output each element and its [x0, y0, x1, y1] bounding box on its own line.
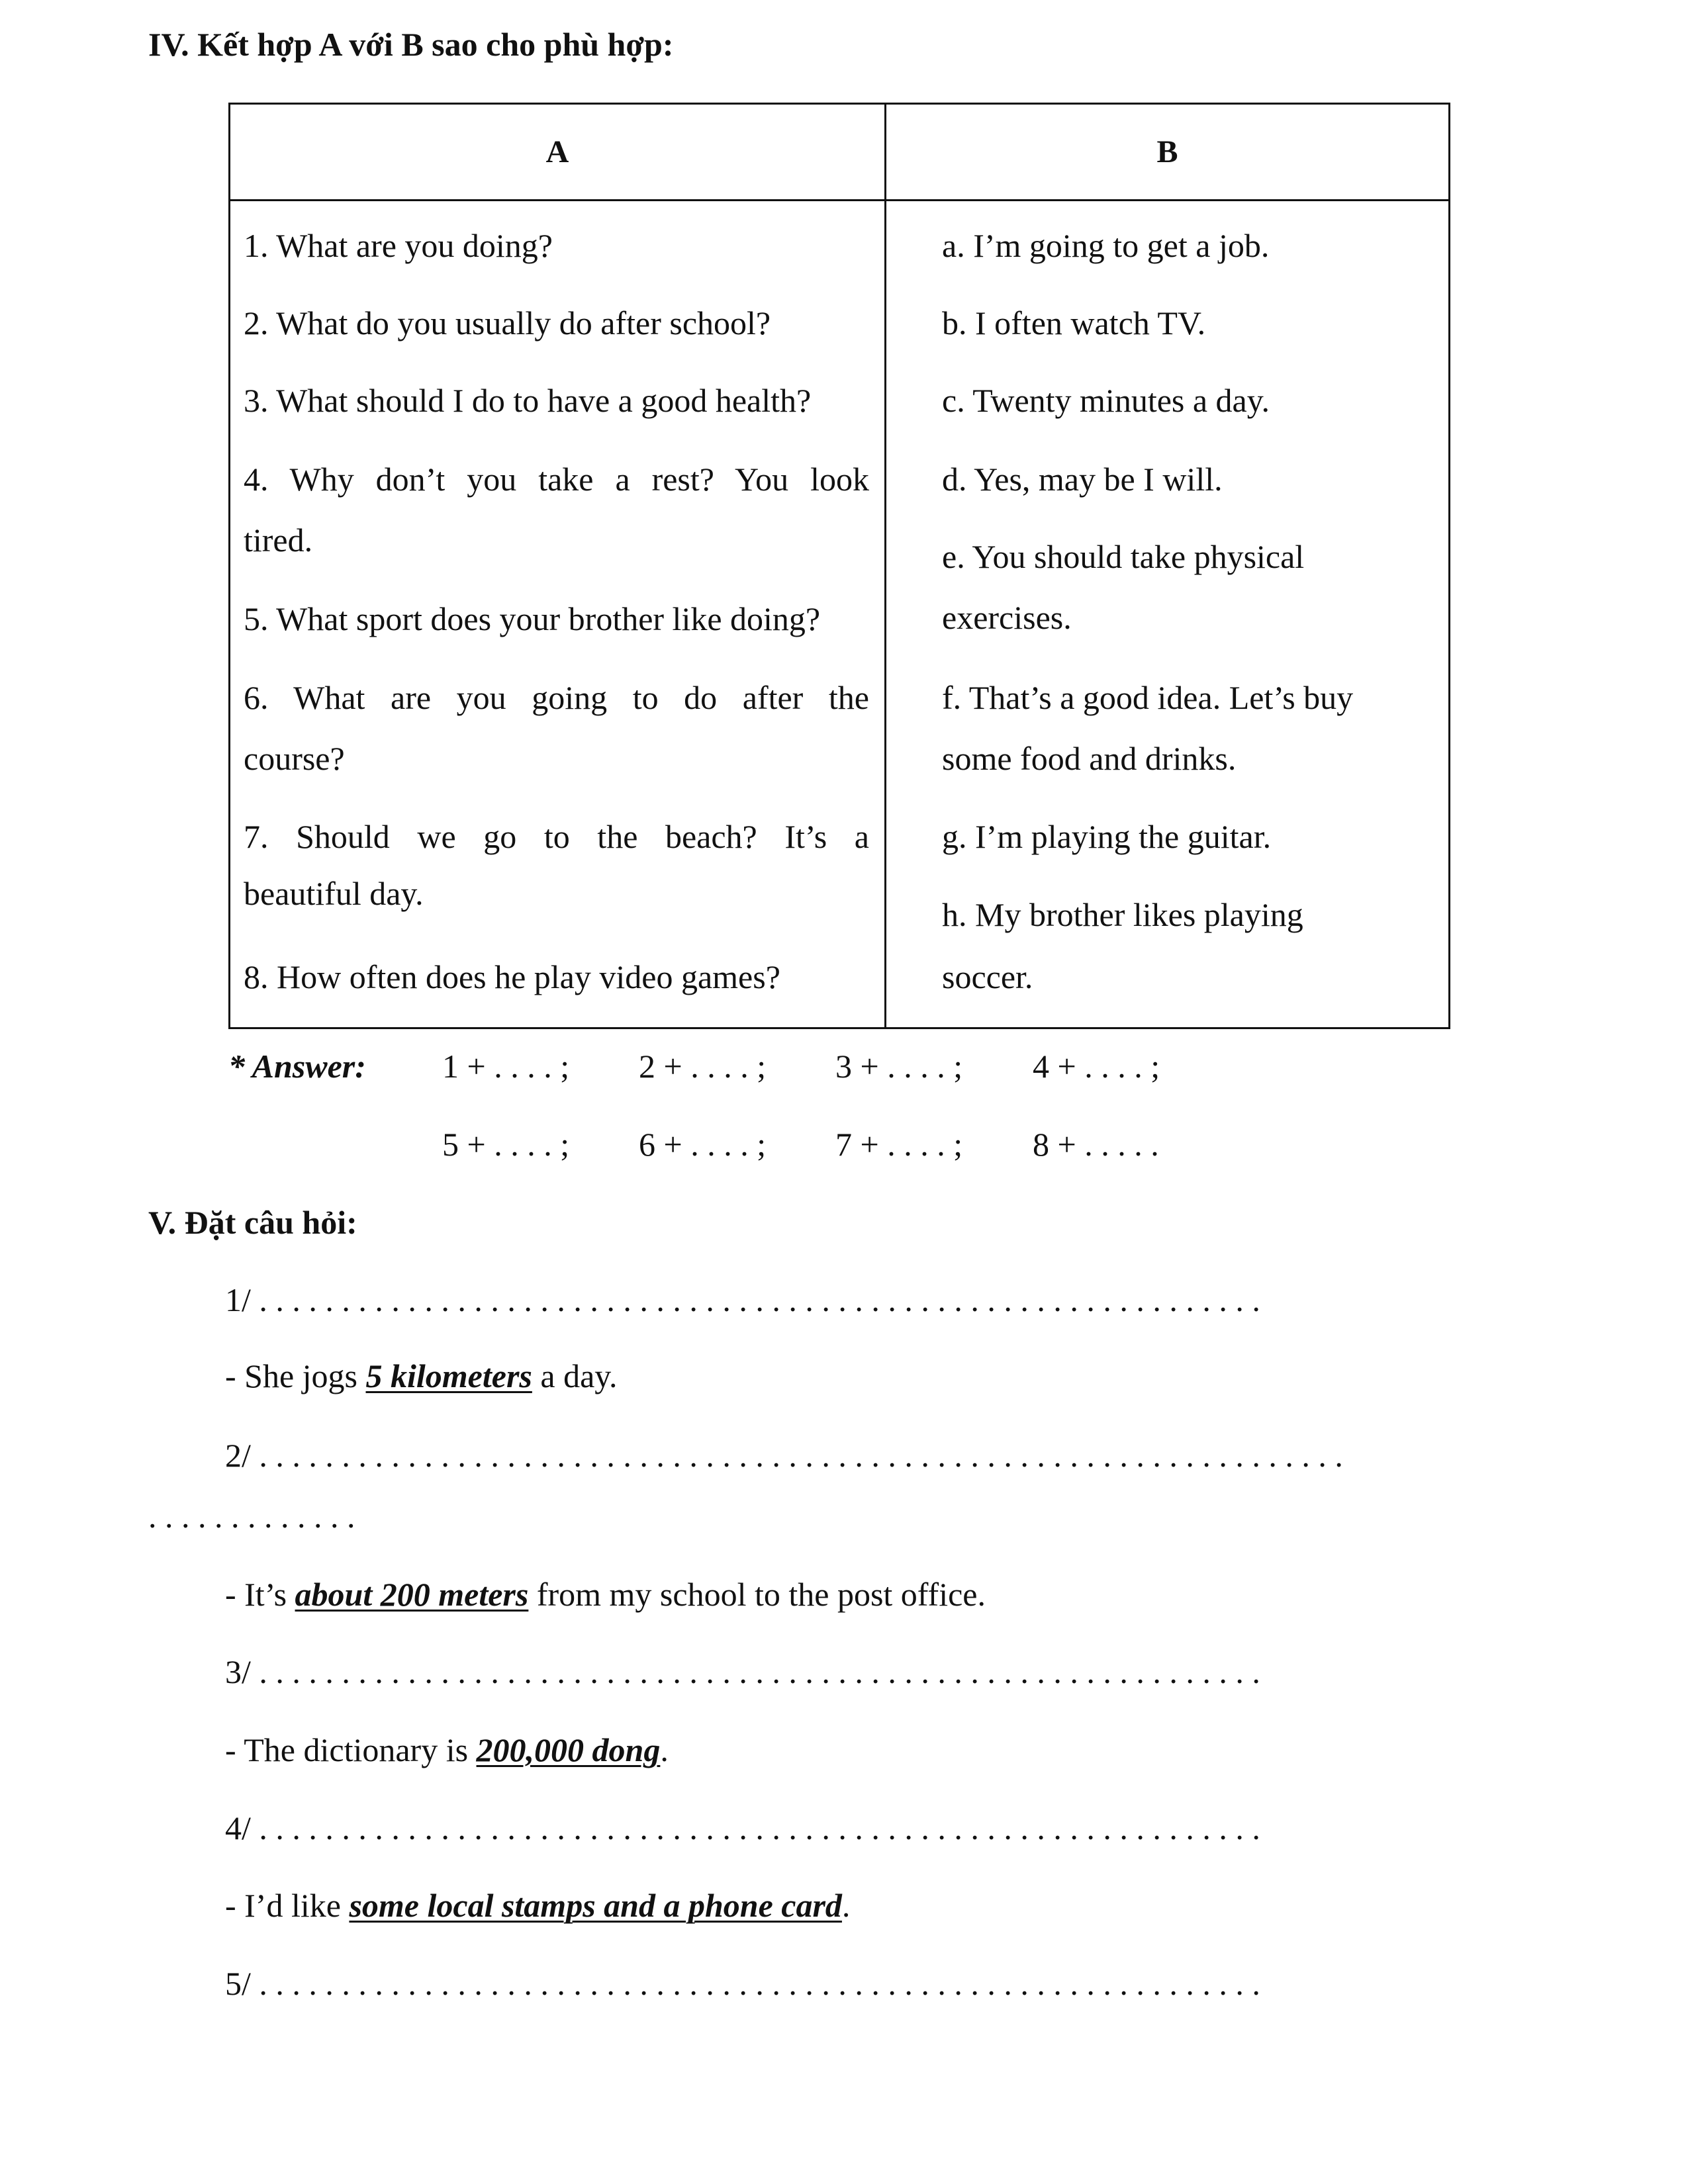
- list-item: beautiful day.: [244, 875, 424, 912]
- list-item: g. I’m playing the guitar.: [942, 818, 1272, 855]
- question-number: 2/: [225, 1437, 251, 1474]
- answer-4-sentence: - I’d like some local stamps and a phone card.: [225, 1887, 851, 1924]
- column-a-header: A: [545, 134, 569, 169]
- question-number: 3/: [225, 1653, 251, 1690]
- emphasized-phrase: 200,000 dong: [476, 1731, 661, 1768]
- list-item: some food and drinks.: [942, 740, 1237, 777]
- answer-slot-2[interactable]: 2 + . . . . ;: [639, 1048, 767, 1085]
- question-4-blank[interactable]: [225, 1809, 1260, 1847]
- emphasized-phrase: some local stamps and a phone card: [349, 1887, 842, 1924]
- list-item: e. You should take physical: [942, 538, 1305, 575]
- answer-slot-6[interactable]: 6 + . . . . ;: [639, 1126, 767, 1163]
- answer-1-sentence: - She jogs 5 kilometers a day.: [225, 1357, 618, 1394]
- list-item: 1. What are you doing?: [244, 227, 553, 264]
- emphasized-phrase: about 200 meters: [295, 1576, 529, 1613]
- question-number: 5/: [225, 1965, 251, 2002]
- question-number: 4/: [225, 1809, 251, 1846]
- column-b-header: B: [1156, 134, 1178, 169]
- list-item: 3. What should I do to have a good health?: [244, 382, 812, 419]
- table-header-divider: [230, 199, 1448, 201]
- answer-label: * Answer:: [228, 1048, 366, 1085]
- question-2-blank[interactable]: [225, 1436, 1343, 1475]
- emphasized-phrase: 5 kilometers: [365, 1357, 532, 1394]
- list-item: soccer.: [942, 958, 1033, 995]
- answer-2-sentence: - It’s about 200 meters from my school to the post office.: [225, 1576, 986, 1613]
- blank-dots: . . . . . . . . . . . . . . . . . . . . . . . . . . . . . . . . . . . . . . . . . . . . . . . . . . . . . . . . . . . . .: [259, 1809, 1260, 1846]
- list-item: c. Twenty minutes a day.: [942, 382, 1270, 419]
- list-item: b. I often watch TV.: [942, 304, 1206, 341]
- blank-dots: . . . . . . . . . . . . . . . . . . . . . . . . . . . . . . . . . . . . . . . . . . . . . . . . . . . . . . . . . . . . . . . . . .: [259, 1437, 1343, 1474]
- list-item: 8. How often does he play video games?: [244, 958, 780, 995]
- blank-dots: . . . . . . . . . . . . . . . . . . . . . . . . . . . . . . . . . . . . . . . . . . . . . . . . . . . . . . . . . . . . .: [259, 1653, 1260, 1690]
- list-item: 7. Should we go to the beach? It’s a: [244, 818, 869, 855]
- question-1-blank[interactable]: [225, 1281, 1260, 1319]
- question-3-blank[interactable]: [225, 1653, 1260, 1691]
- section-5-heading: V. Đặt câu hỏi:: [148, 1204, 357, 1241]
- question-2-blank-continued[interactable]: . . . . . . . . . . . . .: [148, 1498, 355, 1535]
- list-item: 4. Why don’t you take a rest? You look: [244, 461, 869, 498]
- answer-slot-3[interactable]: 3 + . . . . ;: [835, 1048, 963, 1085]
- blank-dots: . . . . . . . . . . . . . . . . . . . . . . . . . . . . . . . . . . . . . . . . . . . . . . . . . . . . . . . . . . . . .: [259, 1965, 1260, 2002]
- list-item: 2. What do you usually do after school?: [244, 304, 771, 341]
- question-5-blank[interactable]: [225, 1964, 1260, 2003]
- answer-slot-1[interactable]: 1 + . . . . ;: [442, 1048, 570, 1085]
- answer-slot-7[interactable]: 7 + . . . . ;: [835, 1126, 963, 1163]
- question-number: 1/: [225, 1281, 251, 1318]
- list-item: a. I’m going to get a job.: [942, 227, 1270, 264]
- answer-slot-8[interactable]: 8 + . . . . .: [1033, 1126, 1159, 1163]
- list-item: h. My brother likes playing: [942, 896, 1303, 933]
- list-item: tired.: [244, 522, 313, 559]
- answer-slot-4[interactable]: 4 + . . . . ;: [1033, 1048, 1160, 1085]
- matching-table: [228, 103, 1450, 1029]
- list-item: 6. What are you going to do after the: [244, 679, 869, 716]
- list-item: exercises.: [942, 599, 1072, 636]
- list-item: course?: [244, 740, 345, 777]
- answer-3-sentence: - The dictionary is 200,000 dong.: [225, 1731, 669, 1768]
- section-4-heading: IV. Kết hợp A với B sao cho phù hợp:: [148, 26, 674, 63]
- list-item: d. Yes, may be I will.: [942, 461, 1223, 498]
- blank-dots: . . . . . . . . . . . . . . . . . . . . . . . . . . . . . . . . . . . . . . . . . . . . . . . . . . . . . . . . . . . . .: [259, 1281, 1260, 1318]
- list-item: 5. What sport does your brother like doing?: [244, 600, 821, 637]
- table-column-divider: [884, 105, 886, 1027]
- answer-slot-5[interactable]: 5 + . . . . ;: [442, 1126, 570, 1163]
- list-item: f. That’s a good idea. Let’s buy: [942, 679, 1354, 716]
